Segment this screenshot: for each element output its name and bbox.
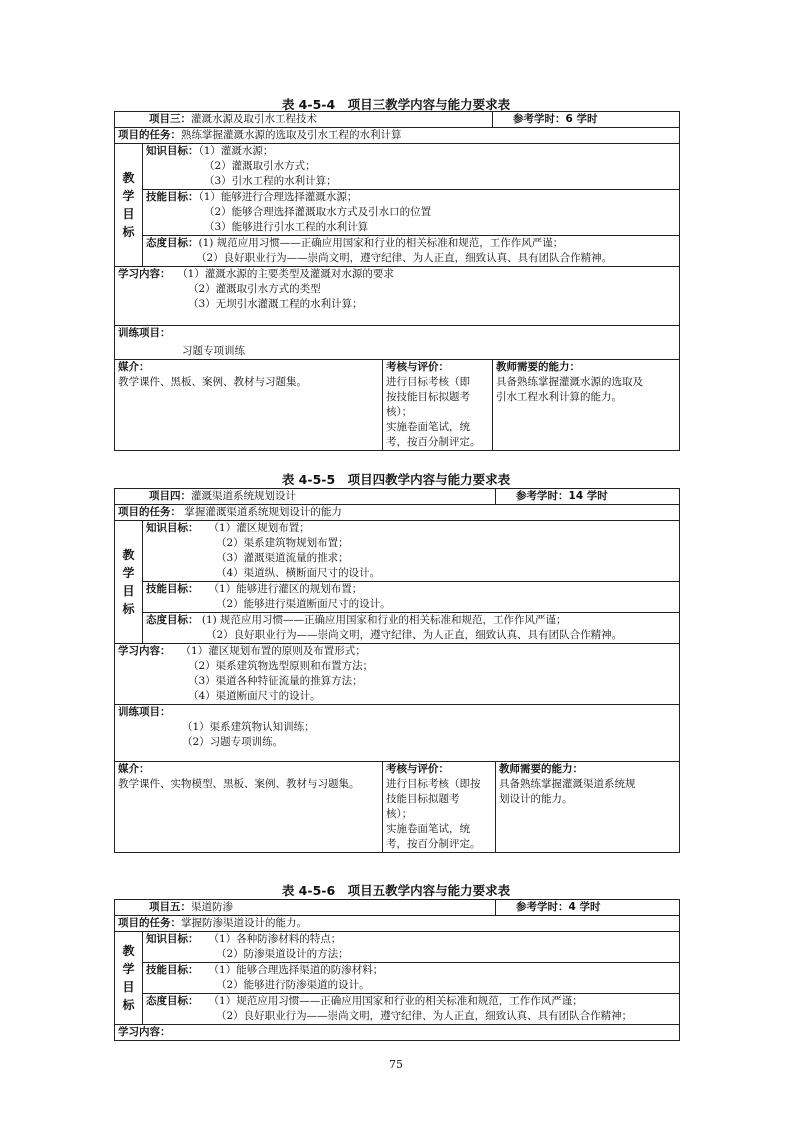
side-label-cell: 教学目标 xyxy=(115,521,143,644)
study-row: 学习内容： xyxy=(115,1025,680,1041)
task-text: 熟练掌握灌溉水源的选取及引水工程的水利计算 xyxy=(181,129,402,141)
requirements-table xyxy=(114,488,680,853)
media-row: 媒介： 教学课件、实物模型、黑板、案例、教材与习题集。 考核与评价： 进行目标考核（即按 技能目标拟题考 核）； 实施卷面笔试，统 考，按百分制评定。 教师需要的能力： 具备熟练掌握灌溉渠道系统规 划设计的能力。 xyxy=(115,762,680,853)
task-row: 项目的任务：熟练掌握灌溉水源的选取及引水工程的水利计算 xyxy=(115,128,680,144)
project-name: 灌溉水源及取引水工程技术 xyxy=(191,113,317,125)
requirements-table xyxy=(114,111,680,451)
table-caption: 表 4-5-5 项目四教学内容与能力要求表 xyxy=(281,472,511,487)
attitude-row: 态度目标： (1) 规范应用习惯——正确应用国家和行业的相关标准和规范，工作作风严谨； （2）良好职业行为——崇尚文明，遵守纪律、为人正直，细致认真、具有团队合作精神。 xyxy=(115,613,680,644)
attitude-row: 态度目标：(1) 规范应用习惯——正确应用国家和行业的相关标准和规范，工作作风严谨； （2）良好职业行为——崇尚文明，遵守纪律、为人正直，细致认真、具有团队合作精神。 xyxy=(115,236,680,267)
knowledge-row: 教学目标 知识目标：（1）灌溉水源； （2）灌溉取引水方式； （3）引水工程的水利计算； xyxy=(115,144,680,190)
study-row: 学习内容： （1）灌区规划布置的原则及布置形式； （2）渠系建筑物选型原则和布置方法； （3）渠道各种特征流量的推算方法； （4）渠道断面尺寸的设计。 xyxy=(115,644,680,705)
page-number: 75 xyxy=(389,1058,403,1071)
project-row: 项目四：灌溉渠道系统规划设计 参考学时：14 学时 xyxy=(115,489,680,505)
hours-value: 4 学时 xyxy=(568,901,601,913)
study-row: 学习内容： （1）灌溉水源的主要类型及灌溉对水源的要求 （2）灌溉取引水方式的类型 （3）无坝引水灌溉工程的水利计算； xyxy=(115,267,680,326)
side-label-cell: 教学目标 xyxy=(115,144,143,267)
knowledge-row: 教学目标 知识目标： （1）灌区规划布置； （2）渠系建筑物规划布置； （3）灌溉渠道流量的推求； （4）渠道纵、横断面尺寸的设计。 xyxy=(115,521,680,582)
project-row: 项目三：灌溉水源及取引水工程技术 参考学时：6 学时 xyxy=(115,112,680,128)
attitude-row: 态度目标： （1）规范应用习惯——正确应用国家和行业的相关标准和规范，工作作风严谨； （2）良好职业行为——崇尚文明，遵守纪律、为人正直，细致认真、具有团队合作精神； xyxy=(115,994,680,1025)
side-label-cell: 教学目标 xyxy=(115,932,143,1025)
skill-row: 技能目标： （1）能够合理选择渠道的防渗材料； （2）能够进行防渗渠道的设计。 xyxy=(115,963,680,994)
skill-row: 技能目标：（1）能够进行合理选择灌溉水源； （2）能够合理选择灌溉取水方式及引水口的位置 （3）能够进行引水工程的水利计算 xyxy=(115,190,680,236)
project-name: 灌溉渠道系统规划设计 xyxy=(191,490,296,502)
training-row: 训练项目： （1）渠系建筑物认知训练； （2）习题专项训练。 xyxy=(115,705,680,762)
requirements-table xyxy=(114,899,680,1041)
project-row: 项目五：渠道防渗 参考学时：4 学时 xyxy=(115,900,680,916)
task-row: 项目的任务： 掌握灌溉渠道系统规划设计的能力 xyxy=(115,505,680,521)
skill-row: 技能目标： （1）能够进行灌区的规划布置； （2）能够进行渠道断面尺寸的设计。 xyxy=(115,582,680,613)
hours-value: 14 学时 xyxy=(568,490,608,502)
hours-value: 6 学时 xyxy=(565,113,598,125)
table-caption: 表 4-5-4 项目三教学内容与能力要求表 xyxy=(281,97,511,112)
table-caption: 表 4-5-6 项目五教学内容与能力要求表 xyxy=(281,883,511,898)
task-row: 项目的任务：掌握防渗渠道设计的能力。 xyxy=(115,916,680,932)
task-text: 掌握防渗渠道设计的能力。 xyxy=(181,917,307,929)
task-text: 掌握灌溉渠道系统规划设计的能力 xyxy=(184,506,342,518)
media-row: 媒介： 教学课件、黑板、案例、教材与习题集。 考核与评价： 进行目标考核（即 按技能目标拟题考 核）； 实施卷面笔试，统 考，按百分制评定。 教师需要的能力： 具备熟练掌握灌溉水源的选取及 引水工程水利计算的能力。 xyxy=(115,360,680,451)
knowledge-row: 教学目标 知识目标： （1）各种防渗材料的特点； （2）防渗渠道设计的方法； xyxy=(115,932,680,963)
training-row: 训练项目： 习题专项训练 xyxy=(115,326,680,360)
project-name: 渠道防渗 xyxy=(191,901,233,913)
